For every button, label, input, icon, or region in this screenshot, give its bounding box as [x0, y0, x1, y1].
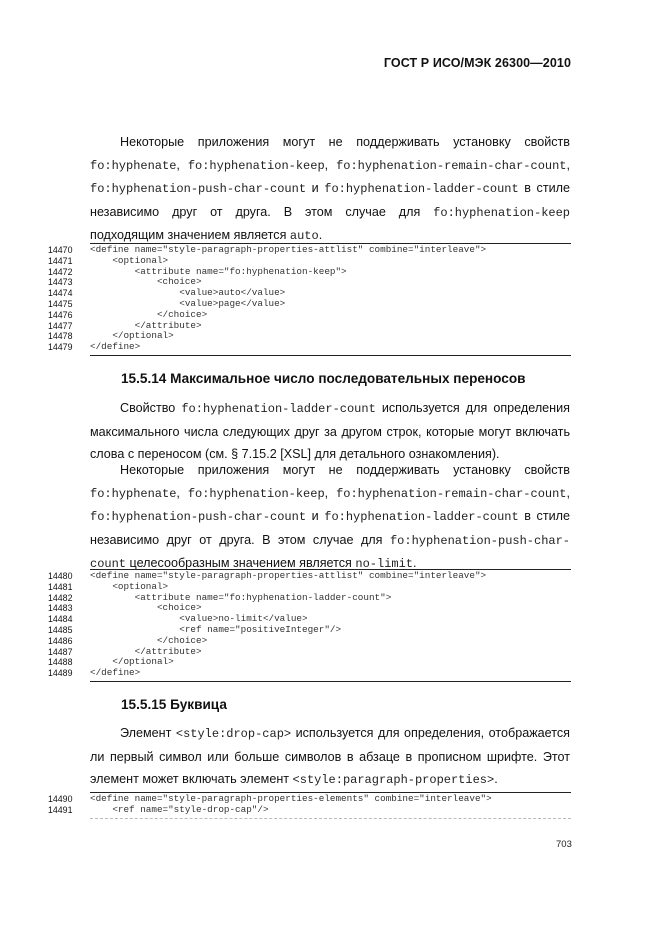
line-number: 14481	[48, 581, 73, 592]
line-number: 14471	[48, 255, 73, 266]
paragraph-text: Элемент	[120, 726, 176, 740]
code-block-ladder-count	[48, 569, 571, 682]
line-number: 14482	[48, 592, 73, 603]
code-text: <attribute name="fo:hyphenation-keep">	[90, 265, 347, 277]
code-line	[48, 803, 571, 816]
code-line	[48, 341, 571, 353]
attr-fo-hyphenation-push-char-count: fo:hyphenation-push-char-count	[90, 182, 307, 196]
section-heading-15-5-15: 15.5.15 Буквица	[121, 697, 227, 712]
code-text: <define name="style-paragraph-properties-elements" combine="interleave">	[90, 793, 492, 804]
code-text: </define>	[90, 667, 141, 679]
paragraph-drop-cap	[90, 722, 570, 792]
code-text: <optional>	[90, 580, 169, 592]
line-number: 14478	[48, 331, 73, 342]
paragraph-lead-line: Некоторые приложения могут не поддерживать установку свойств	[120, 463, 570, 477]
code-text: </optional>	[90, 656, 174, 668]
attr-fo-hyphenation-keep: fo:hyphenation-keep	[187, 486, 325, 501]
code-text: <optional>	[90, 254, 169, 266]
line-number: 14488	[48, 657, 73, 668]
line-number: 14476	[48, 309, 73, 320]
code-line	[48, 667, 571, 679]
code-text: <attribute name="fo:hyphenation-ladder-count">	[90, 591, 392, 603]
paragraph-ladder-count	[90, 397, 570, 466]
attr-fo-hyphenation-ladder-count: fo:hyphenation-ladder-count	[324, 182, 519, 196]
attr-fo-hyphenation-keep: fo:hyphenation-keep	[187, 158, 325, 173]
element-style-drop-cap: <style:drop-cap>	[175, 727, 292, 741]
paragraph-text: .	[494, 772, 498, 786]
separator: ,	[324, 157, 329, 172]
code-text: <ref name="positiveInteger"/>	[90, 623, 342, 635]
line-number: 14475	[48, 298, 73, 309]
page-number: 703	[556, 839, 572, 850]
paragraph-hyphenation-push	[90, 459, 570, 576]
paragraph-attr-line	[90, 154, 570, 178]
line-number: 14487	[48, 646, 73, 657]
paragraph-text: .	[318, 228, 323, 242]
code-text: <choice>	[90, 602, 202, 614]
code-text: <define name="style-paragraph-properties-attlist" combine="interleave">	[90, 570, 487, 581]
line-number: 14486	[48, 635, 73, 646]
line-number: 14473	[48, 277, 73, 288]
code-text: <value>page</value>	[90, 297, 286, 309]
separator: ,	[566, 485, 570, 500]
attr-fo-hyphenation-remain-char-count: fo:hyphenation-remain-char-count	[336, 158, 567, 173]
paragraph-text: в стиле независимо друг от друга. В этом случае для	[90, 509, 570, 547]
separator: ,	[324, 485, 329, 500]
code-text: </optional>	[90, 330, 174, 342]
code-text: <define name="style-paragraph-properties-attlist" combine="interleave">	[90, 244, 487, 255]
paragraph-text: подходящим значением является	[90, 228, 290, 242]
element-style-paragraph-properties: <style:paragraph-properties>	[292, 773, 495, 787]
attr-fo-hyphenation-remain-char-count: fo:hyphenation-remain-char-count	[336, 486, 567, 501]
paragraph-text: используется для определения максимального числа следующих друг за другом строк, которые могут включать слова с переносом (см. § 7.15.2 [XSL] для детального ознакомления).	[90, 401, 570, 461]
line-number: 14491	[48, 804, 73, 815]
attr-fo-hyphenate: fo:hyphenate	[90, 158, 177, 173]
line-number: 14477	[48, 320, 73, 331]
paragraph-text: в стиле независимо друг от друга. В этом случае для	[90, 181, 570, 219]
line-number: 14489	[48, 668, 73, 679]
code-text: <ref name="style-drop-cap"/>	[90, 803, 269, 815]
paragraph-text: и	[306, 509, 325, 523]
attr-fo-hyphenate: fo:hyphenate	[90, 486, 177, 501]
line-number: 14490	[48, 794, 73, 804]
separator: ,	[176, 157, 180, 172]
code-text: </choice>	[90, 308, 208, 320]
code-text: <choice>	[90, 276, 202, 288]
line-number: 14480	[48, 571, 73, 581]
separator: ,	[566, 157, 570, 172]
paragraph-text: целесообразным значением является	[126, 556, 356, 570]
line-number: 14483	[48, 603, 73, 614]
line-number: 14484	[48, 614, 73, 625]
paragraph-body	[90, 505, 570, 576]
code-text: </choice>	[90, 634, 208, 646]
document-header: ГОСТ Р ИСО/МЭК 26300—2010	[383, 56, 571, 70]
code-block-hyphenation-keep	[48, 243, 571, 356]
code-text: </attribute>	[90, 319, 202, 331]
attr-fo-hyphenation-keep: fo:hyphenation-keep	[433, 205, 570, 220]
separator: ,	[176, 485, 180, 500]
paragraph-attr-line	[90, 482, 570, 506]
code-line	[48, 330, 571, 342]
code-text: <value>auto</value>	[90, 287, 286, 299]
attr-fo-hyphenation-ladder-count: fo:hyphenation-ladder-count	[324, 510, 519, 524]
code-text: <value>no-limit</value>	[90, 613, 308, 625]
attr-fo-hyphenation-push-char-count: fo:hyphenation-push-char-count	[90, 533, 570, 571]
section-heading-15-5-14: 15.5.14 Максимальное число последовательных переносов	[121, 371, 526, 386]
line-number: 14485	[48, 624, 73, 635]
paragraph-text: и	[306, 181, 325, 195]
code-block-drop-cap	[48, 792, 571, 819]
paragraph-text: .	[413, 556, 417, 570]
attr-fo-hyphenation-ladder-count: fo:hyphenation-ladder-count	[181, 402, 376, 416]
paragraph-body	[90, 177, 570, 248]
line-number: 14472	[48, 266, 73, 277]
line-number: 14479	[48, 342, 73, 353]
code-text: </define>	[90, 341, 141, 353]
value-auto: auto	[289, 229, 319, 243]
line-number: 14470	[48, 245, 73, 255]
code-line	[48, 656, 571, 668]
attr-fo-hyphenation-push-char-count: fo:hyphenation-push-char-count	[90, 510, 307, 524]
value-no-limit: no-limit	[355, 557, 413, 571]
paragraph-text: используется для определения, отображается ли первый символ или больше символов в абзаце в прописном шрифте. Этот элемент может включать элемент	[90, 726, 570, 786]
paragraph-hyphenation-keep	[90, 131, 570, 248]
code-text: </attribute>	[90, 645, 202, 657]
paragraph-lead-line: Некоторые приложения могут не поддерживать установку свойств	[120, 135, 570, 149]
paragraph-text: Свойство	[120, 401, 182, 415]
line-number: 14474	[48, 288, 73, 299]
